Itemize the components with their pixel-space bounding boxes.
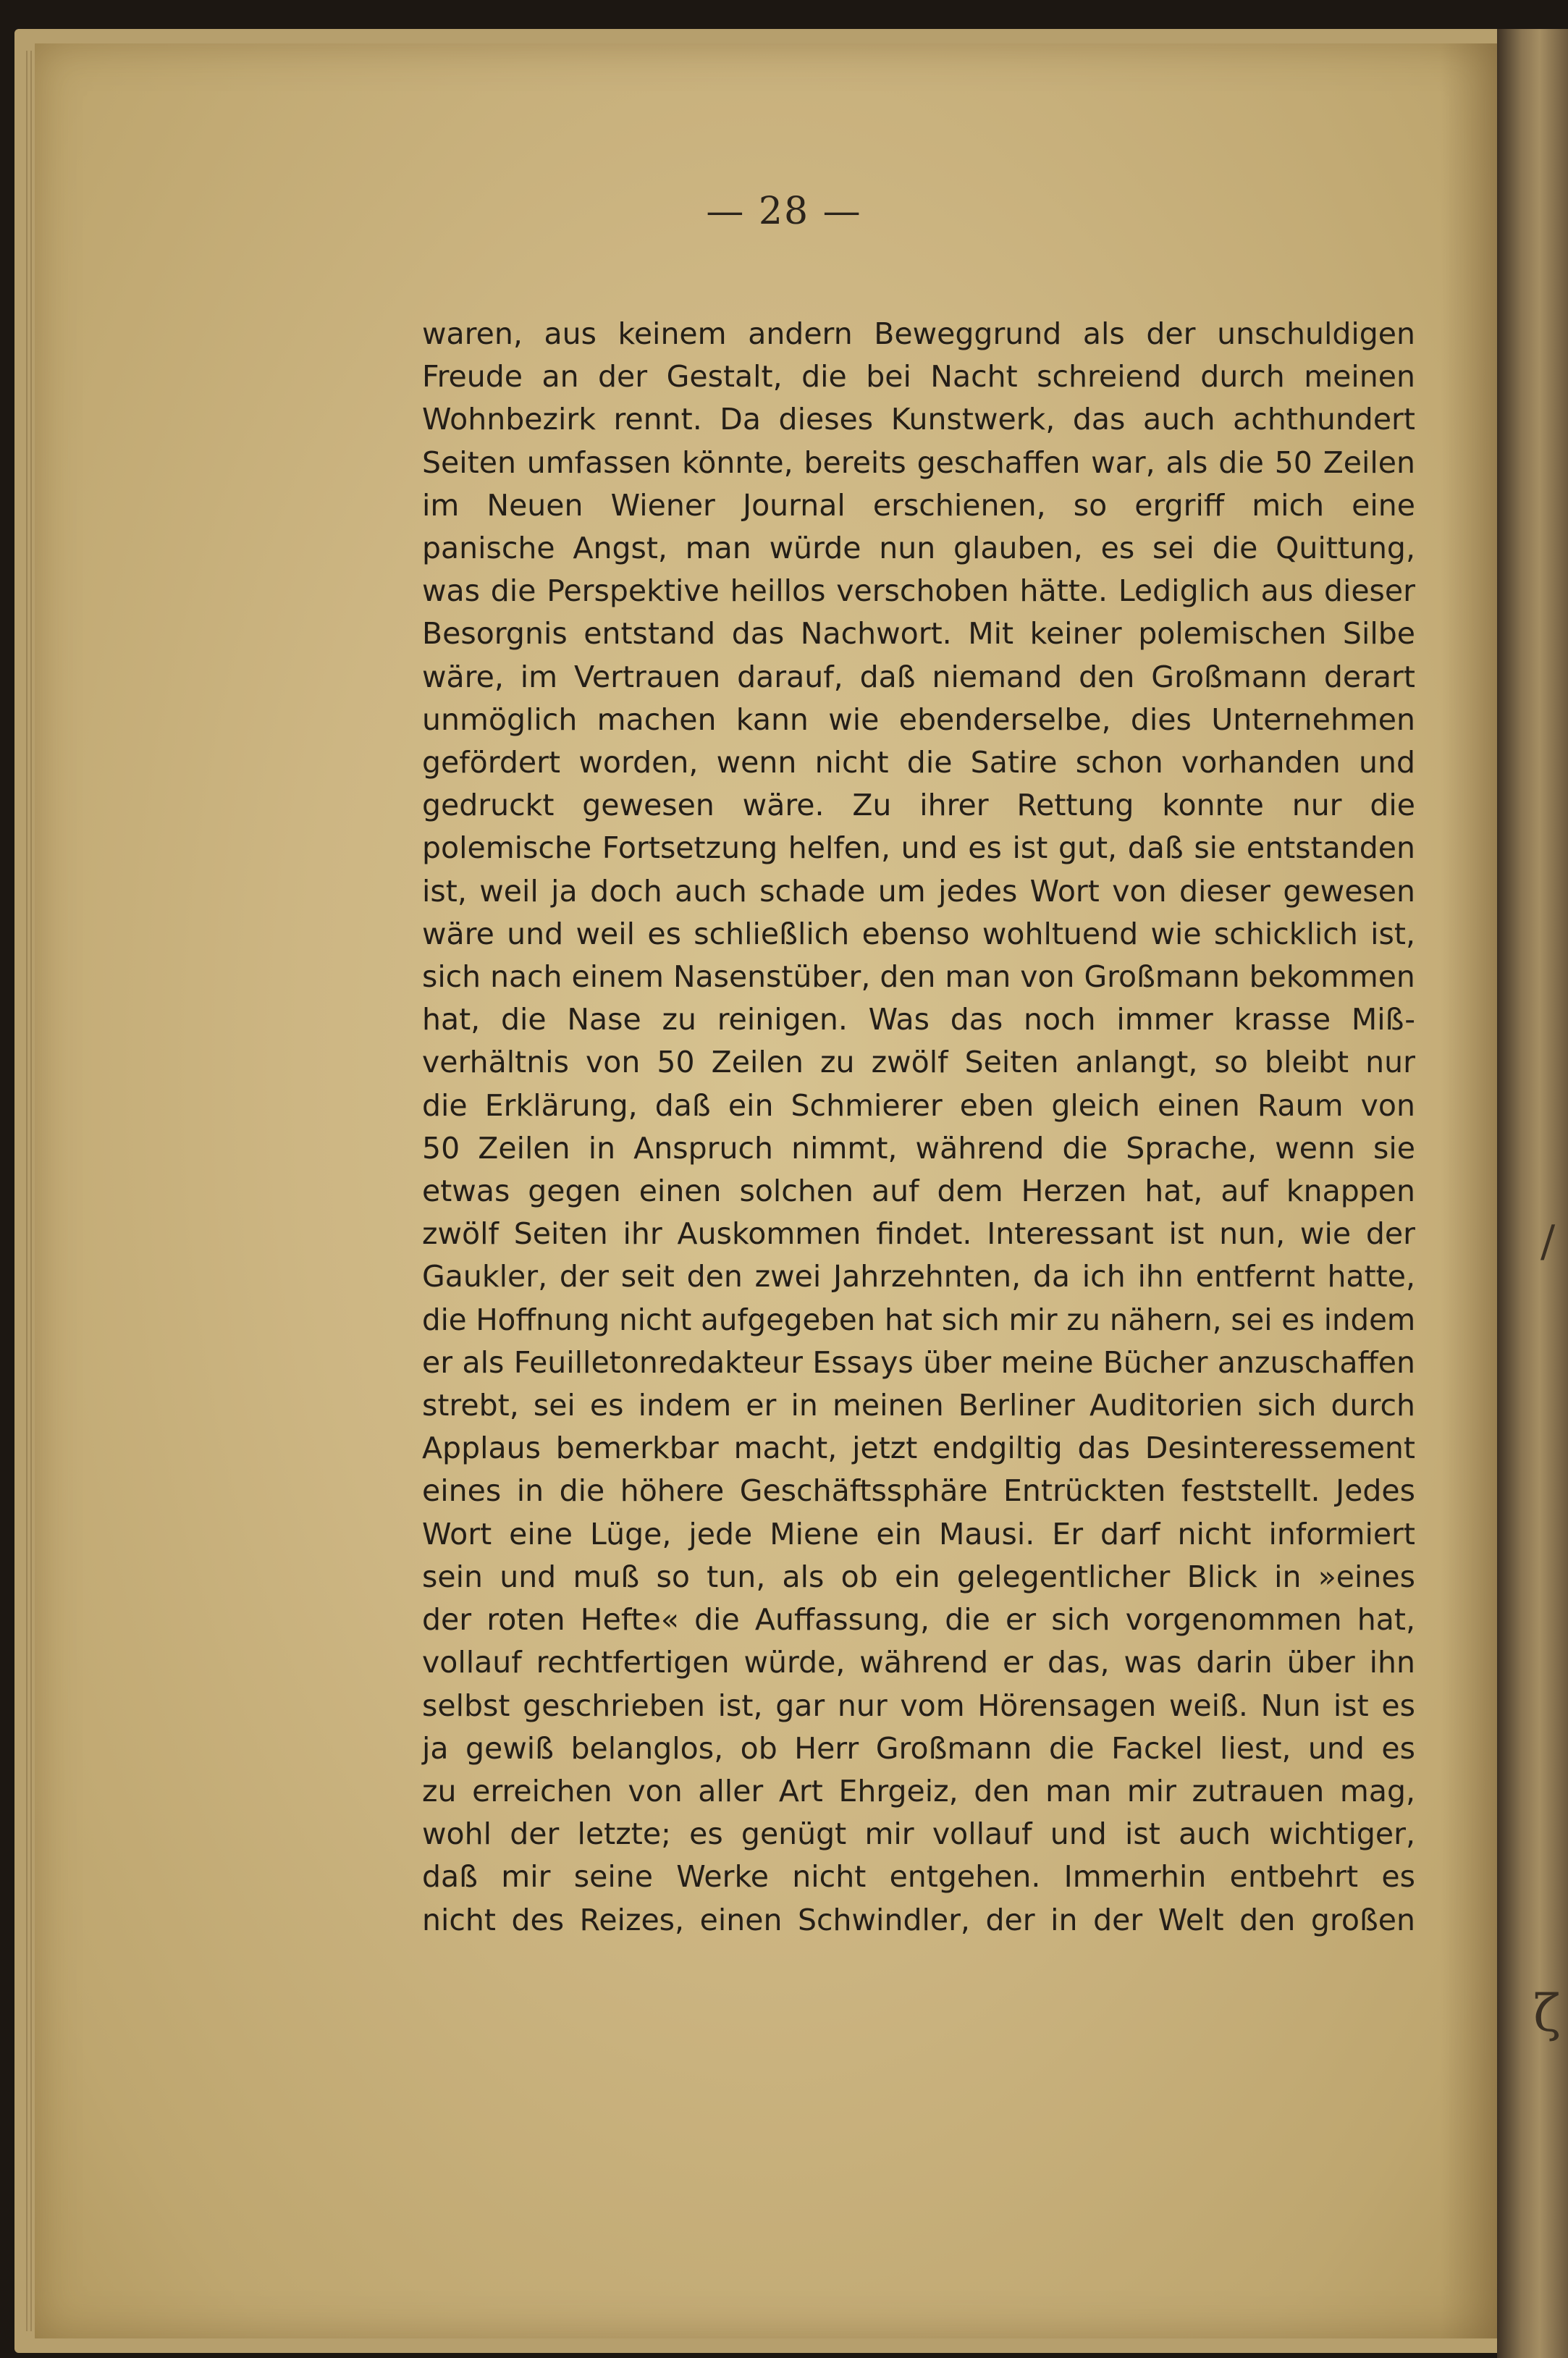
text-line: waren, aus keinem andern Beweggrund als der unschuldigen — [422, 316, 1415, 351]
text-line: Gaukler, der seit den zwei Jahrzehnten, da ich ihn entfernt hatte, — [422, 1259, 1415, 1294]
text-line: wäre und weil es schließlich ebenso wohltuend wie schicklich ist, — [422, 916, 1415, 951]
text-line: sich nach einem Nasenstüber, den man von Großmann bekommen — [422, 959, 1415, 995]
text-line: er als Feuilletonredakteur Essays über meine Bücher anzuschaffen — [422, 1344, 1415, 1380]
text-line: Applaus bemerkbar macht, jetzt endgiltig das Desinteressement — [422, 1431, 1415, 1466]
text-line: zwölf Seiten ihr Auskommen findet. Interessant ist nun, wie der — [422, 1216, 1415, 1252]
page-number: — 28 — — [706, 190, 862, 233]
text-line: wohl der letzte; es genügt mir vollauf und ist auch wichtiger, — [422, 1816, 1415, 1852]
margin-pencil-mark: ζ — [1533, 1984, 1561, 2043]
text-line: sein und muß so tun, als ob ein gelegentlicher Blick in »eines — [422, 1559, 1415, 1594]
text-line: Seiten umfassen könnte, bereits geschaffen war, als die 50 Zeilen — [422, 445, 1415, 480]
text-line: nicht des Reizes, einen Schwindler, der in der Welt den großen — [422, 1902, 1415, 1937]
text-line: hat, die Nase zu reinigen. Was das noch immer krasse Miß- — [422, 1002, 1415, 1037]
text-line: daß mir seine Werke nicht entgehen. Immerhin entbehrt es — [422, 1859, 1415, 1895]
text-line: ja gewiß belanglos, ob Herr Großmann die Fackel liest, und es — [422, 1730, 1415, 1766]
text-line: ist, weil ja doch auch schade um jedes Wort von dieser gewesen — [422, 873, 1415, 909]
text-line: Wort eine Lüge, jede Miene ein Mausi. Er darf nicht informiert — [422, 1516, 1415, 1551]
text-line: eines in die höhere Geschäftssphäre Entrückten feststellt. Jedes — [422, 1473, 1415, 1509]
text-line: panische Angst, man würde nun glauben, es sei die Quittung, — [422, 531, 1415, 566]
text-line: wäre, im Vertrauen darauf, daß niemand den Großmann derart — [422, 659, 1415, 694]
text-line: Wohnbezirk rennt. Da dieses Kunstwerk, das auch achthundert — [422, 402, 1415, 437]
text-line: strebt, sei es indem er in meinen Berliner Auditorien sich durch — [422, 1388, 1415, 1423]
text-line: polemische Fortsetzung helfen, und es ist gut, daß sie entstanden — [422, 830, 1415, 866]
text-line: im Neuen Wiener Journal erschienen, so ergriff mich eine — [422, 487, 1415, 523]
text-line: gefördert worden, wenn nicht die Satire schon vorhanden und — [422, 745, 1415, 780]
page-stack-line — [30, 51, 32, 2331]
text-line: Freude an der Gestalt, die bei Nacht schreiend durch meinen — [422, 359, 1415, 395]
margin-pencil-mark: / — [1540, 1216, 1556, 1267]
binding-shadow — [1441, 43, 1499, 2338]
text-line: vollauf rechtfertigen würde, während er das, was darin über ihn — [422, 1645, 1415, 1680]
text-line: die Erklärung, daß ein Schmierer eben gleich einen Raum von — [422, 1087, 1415, 1123]
text-line: verhältnis von 50 Zeilen zu zwölf Seiten anlangt, so bleibt nur — [422, 1045, 1415, 1080]
text-line: Besorgnis entstand das Nachwort. Mit keiner polemischen Silbe — [422, 616, 1415, 652]
text-line: 50 Zeilen in Anspruch nimmt, während die Sprache, wenn sie — [422, 1130, 1415, 1166]
text-line: was die Perspektive heillos verschoben hätte. Lediglich aus dieser — [422, 573, 1415, 609]
page-text — [422, 313, 1415, 1942]
text-line: gedruckt gewesen wäre. Zu ihrer Rettung konnte nur die — [422, 788, 1415, 823]
text-line: der roten Hefte« die Auffassung, die er sich vorgenommen hat, — [422, 1602, 1415, 1638]
text-line: die Hoffnung nicht aufgegeben hat sich mir zu nähern, sei es indem — [422, 1302, 1416, 1337]
text-line: etwas gegen einen solchen auf dem Herzen hat, auf knappen — [422, 1174, 1415, 1209]
text-line: unmöglich machen kann wie ebenderselbe, dies Unternehmen — [422, 702, 1415, 737]
text-line: selbst geschrieben ist, gar nur vom Hörensagen weiß. Nun ist es — [422, 1688, 1415, 1723]
text-line: zu erreichen von aller Art Ehrgeiz, den man mir zutrauen mag, — [422, 1773, 1415, 1808]
page-stack-line — [26, 51, 28, 2331]
